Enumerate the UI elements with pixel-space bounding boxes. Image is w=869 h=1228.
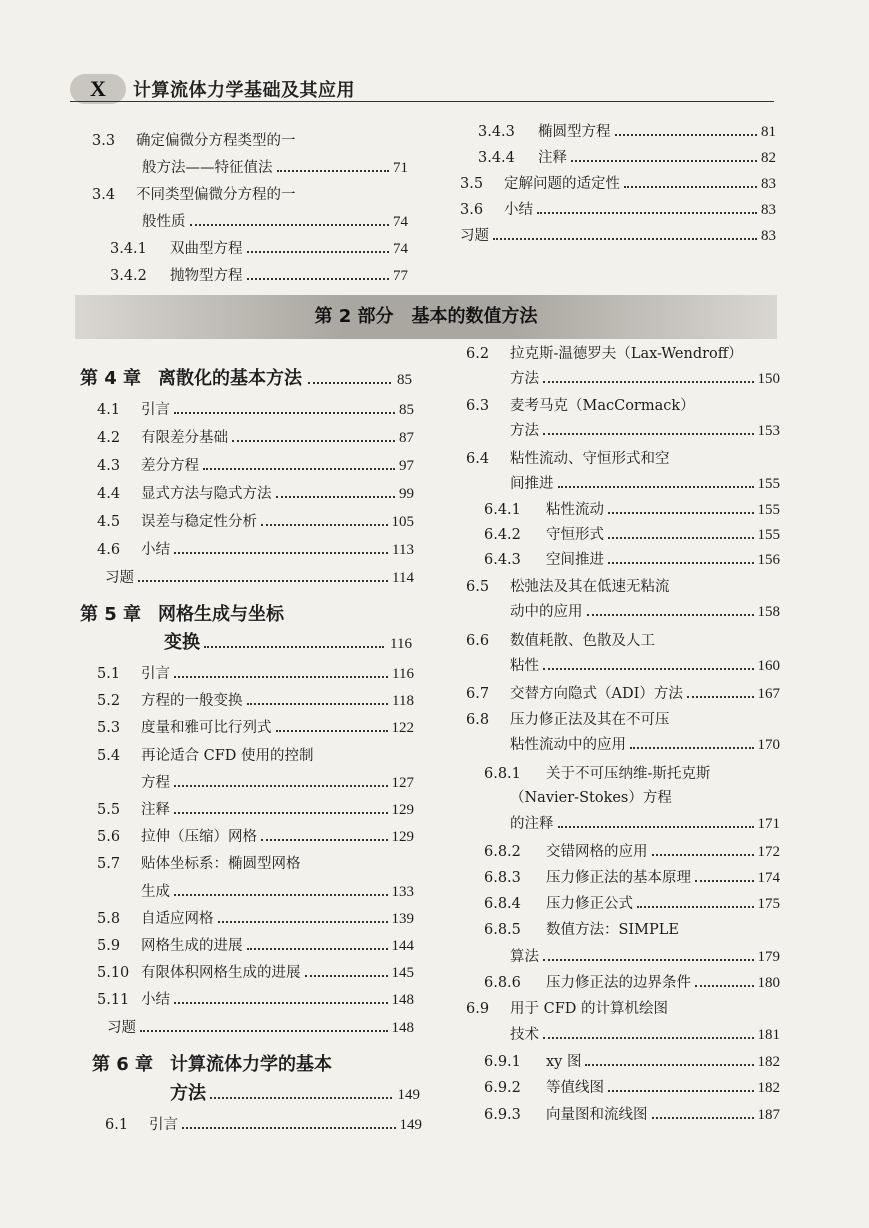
entry-number: 习题 bbox=[107, 1019, 136, 1036]
entry-number: 6.8.5 bbox=[484, 922, 521, 938]
entry-title: 注释 bbox=[538, 150, 567, 166]
leader-dots bbox=[558, 486, 754, 488]
toc-entry[interactable] bbox=[484, 1078, 780, 1098]
toc-entry[interactable] bbox=[97, 990, 414, 1010]
leader-dots bbox=[687, 696, 754, 698]
entry-number: 4.6 bbox=[97, 542, 121, 558]
page-number: 171 bbox=[757, 816, 780, 832]
toc-entry[interactable] bbox=[478, 122, 776, 142]
page-number: 182 bbox=[757, 1054, 780, 1070]
entry-title: 空间推进 bbox=[546, 552, 604, 568]
toc-entry[interactable] bbox=[97, 456, 414, 476]
toc-entry[interactable] bbox=[466, 396, 780, 416]
entry-title: 小结 bbox=[504, 202, 533, 218]
leader-dots bbox=[140, 1030, 388, 1032]
entry-number: 4.3 bbox=[97, 458, 121, 474]
page-number: 87 bbox=[399, 430, 414, 446]
page-number: 105 bbox=[391, 514, 414, 530]
entry-title: 般方法——特征值法 bbox=[142, 160, 273, 176]
entry-title: 方法 bbox=[510, 423, 539, 439]
leader-dots bbox=[232, 440, 395, 442]
page-number: 175 bbox=[757, 896, 780, 912]
page-number: 144 bbox=[391, 938, 414, 954]
entry-title: 不同类型偏微分方程的一 bbox=[136, 187, 296, 203]
entry-title: 抛物型方程 bbox=[170, 268, 243, 284]
entry-number: 3.3 bbox=[92, 133, 116, 149]
page-number: 129 bbox=[391, 829, 414, 846]
chapter-5-heading[interactable] bbox=[80, 600, 412, 626]
entry-title: 技术 bbox=[510, 1027, 539, 1043]
entry-number: 6.4.2 bbox=[484, 527, 521, 543]
entry-number: 6.8.3 bbox=[484, 870, 521, 886]
toc-entry[interactable] bbox=[466, 344, 780, 364]
toc-entry[interactable] bbox=[92, 131, 408, 151]
entry-title: 显式方法与隐式方法 bbox=[141, 486, 272, 502]
toc-entry[interactable] bbox=[466, 421, 780, 441]
chapter-title-cont: 变换 bbox=[164, 632, 200, 653]
part-title: 基本的数值方法 bbox=[411, 306, 538, 327]
leader-dots bbox=[261, 839, 388, 841]
leader-dots bbox=[493, 238, 757, 240]
entry-number: 5.7 bbox=[97, 856, 121, 873]
page-number: 114 bbox=[392, 570, 414, 586]
entry-number: 5.1 bbox=[97, 666, 121, 682]
entry-title: 般性质 bbox=[142, 214, 186, 230]
leader-dots bbox=[204, 646, 384, 648]
header-rule bbox=[70, 101, 774, 102]
toc-entry[interactable] bbox=[466, 1025, 780, 1045]
chapter-6-heading-cont[interactable] bbox=[170, 1079, 420, 1105]
toc-entry[interactable] bbox=[97, 400, 414, 420]
toc-entry[interactable] bbox=[92, 185, 408, 205]
chapter-number: 第 6 章 bbox=[92, 1054, 154, 1075]
page-number: 74 bbox=[393, 241, 408, 257]
toc-entry[interactable] bbox=[97, 854, 414, 874]
toc-entry[interactable] bbox=[92, 212, 408, 232]
entry-title: 自适应网格 bbox=[141, 910, 214, 927]
entry-title: 网格生成的进展 bbox=[141, 938, 243, 954]
entry-title: 小结 bbox=[141, 992, 170, 1009]
entry-number: 3.4.1 bbox=[110, 241, 147, 257]
entry-number: 6.4 bbox=[466, 451, 490, 467]
page-number: 172 bbox=[757, 844, 780, 860]
leader-dots bbox=[543, 381, 754, 383]
leader-dots bbox=[571, 160, 757, 162]
toc-entry[interactable] bbox=[107, 1018, 414, 1038]
leader-dots bbox=[182, 1127, 396, 1129]
toc-entry[interactable] bbox=[484, 525, 780, 545]
entry-title: 压力修正公式 bbox=[546, 896, 633, 912]
page-number: 150 bbox=[757, 371, 780, 387]
page-number: 127 bbox=[391, 774, 414, 791]
toc-entry[interactable] bbox=[466, 999, 780, 1019]
leader-dots bbox=[174, 552, 388, 554]
part-banner bbox=[75, 295, 777, 339]
leader-dots bbox=[652, 854, 754, 856]
toc-entry[interactable] bbox=[466, 602, 780, 622]
entry-number: 5.6 bbox=[97, 829, 121, 846]
chapter-title: 网格生成与坐标 bbox=[158, 604, 284, 625]
leader-dots bbox=[543, 433, 754, 435]
leader-dots bbox=[218, 921, 388, 923]
entry-number: 6.4.3 bbox=[484, 552, 521, 568]
leader-dots bbox=[543, 1037, 754, 1039]
toc-entry[interactable] bbox=[460, 200, 776, 220]
leader-dots bbox=[630, 747, 754, 749]
entry-title: 引言 bbox=[149, 1117, 178, 1133]
leader-dots bbox=[174, 812, 388, 814]
entry-title: 等值线图 bbox=[546, 1080, 604, 1096]
toc-entry[interactable] bbox=[97, 484, 414, 504]
toc-entry[interactable] bbox=[484, 868, 780, 888]
entry-title: 间推进 bbox=[510, 476, 554, 492]
page-number: 85 bbox=[397, 372, 412, 388]
entry-title: 生成 bbox=[141, 883, 170, 900]
entry-number: 习题 bbox=[105, 570, 134, 586]
page-number: 170 bbox=[757, 737, 780, 753]
entry-title: 贴体坐标系：椭圆型网格 bbox=[141, 856, 301, 873]
leader-dots bbox=[247, 948, 388, 950]
entry-number: 6.7 bbox=[466, 686, 490, 702]
page-number: 85 bbox=[399, 402, 414, 418]
entry-title: 粘性 bbox=[510, 658, 539, 674]
chapter-title: 计算流体力学的基本 bbox=[170, 1054, 332, 1075]
leader-dots bbox=[608, 1090, 754, 1092]
entry-title: 拉伸（压缩）网格 bbox=[141, 829, 257, 846]
page-number: 122 bbox=[391, 720, 414, 737]
leader-dots bbox=[308, 382, 391, 384]
leader-dots bbox=[174, 676, 388, 678]
entry-number: 5.5 bbox=[97, 802, 121, 818]
entry-number: 4.5 bbox=[97, 514, 121, 530]
toc-entry[interactable] bbox=[97, 691, 414, 711]
toc-entry[interactable] bbox=[97, 827, 414, 847]
toc-entry[interactable] bbox=[466, 656, 780, 676]
toc-entry[interactable] bbox=[466, 947, 780, 967]
page-number: 174 bbox=[757, 870, 780, 886]
chapter-5-heading-cont[interactable] bbox=[164, 628, 412, 654]
entry-title: 交错网格的应用 bbox=[546, 844, 648, 860]
leader-dots bbox=[261, 524, 388, 526]
page-number: 182 bbox=[757, 1080, 780, 1096]
toc-entry[interactable] bbox=[97, 882, 414, 902]
entry-number: 6.9.2 bbox=[484, 1080, 521, 1096]
toc-entry[interactable] bbox=[97, 664, 414, 684]
leader-dots bbox=[190, 224, 390, 226]
leader-dots bbox=[652, 1117, 754, 1119]
page-number: 180 bbox=[757, 975, 780, 991]
entry-title: 方程 bbox=[141, 774, 170, 791]
entry-title: 有限体积网格生成的进展 bbox=[141, 965, 301, 982]
entry-number: 6.1 bbox=[105, 1117, 129, 1133]
leader-dots bbox=[543, 668, 754, 670]
leader-dots bbox=[277, 170, 390, 172]
entry-title: 压力修正法的边界条件 bbox=[546, 975, 691, 991]
entry-number: 3.4.3 bbox=[478, 124, 515, 140]
toc-entry[interactable] bbox=[466, 710, 780, 730]
entry-title: 确定偏微分方程类型的一 bbox=[136, 133, 296, 149]
toc-entry[interactable] bbox=[105, 568, 414, 588]
leader-dots bbox=[608, 562, 754, 564]
entry-title: 守恒形式 bbox=[546, 527, 604, 543]
page-number: 83 bbox=[761, 202, 776, 218]
leader-dots bbox=[624, 186, 757, 188]
page-number: 156 bbox=[757, 552, 780, 568]
leader-dots bbox=[174, 412, 395, 414]
toc-entry[interactable] bbox=[466, 788, 780, 808]
leader-dots bbox=[138, 580, 388, 582]
entry-title: 的注释 bbox=[510, 816, 554, 832]
page-number: 181 bbox=[757, 1027, 780, 1043]
entry-number: 3.5 bbox=[460, 176, 484, 192]
toc-entry[interactable] bbox=[466, 631, 780, 651]
entry-number: 4.1 bbox=[97, 402, 121, 418]
entry-number: 5.9 bbox=[97, 938, 121, 954]
leader-dots bbox=[247, 703, 389, 705]
toc-entry[interactable] bbox=[478, 148, 776, 168]
toc-entry[interactable] bbox=[466, 814, 780, 834]
page-number: 113 bbox=[392, 542, 414, 558]
entry-number: 3.4 bbox=[92, 187, 116, 203]
page-number: 74 bbox=[393, 214, 408, 230]
toc-entry[interactable] bbox=[105, 1115, 422, 1135]
chapter-title-cont: 方法 bbox=[170, 1083, 206, 1104]
toc-entry[interactable] bbox=[460, 226, 776, 246]
entry-number: 3.4.2 bbox=[110, 268, 147, 284]
page-number: 167 bbox=[757, 686, 780, 702]
toc-entry[interactable] bbox=[484, 920, 780, 940]
entry-title: 关于不可压纳维-斯托克斯 bbox=[546, 766, 711, 782]
book-title: 计算流体力学基础及其应用 bbox=[133, 80, 355, 101]
page-number: 145 bbox=[391, 965, 414, 982]
entry-number: 6.6 bbox=[466, 633, 490, 649]
entry-number: 3.4.4 bbox=[478, 150, 515, 166]
toc-entry[interactable] bbox=[460, 174, 776, 194]
entry-title: 粘性流动、守恒形式和空 bbox=[510, 451, 670, 467]
entry-title: 麦考马克（MacCormack） bbox=[510, 398, 695, 414]
entry-title: 松弛法及其在低速无粘流 bbox=[510, 579, 670, 595]
page-number: 155 bbox=[757, 527, 780, 543]
entry-number: 4.2 bbox=[97, 430, 121, 446]
page-number: 81 bbox=[761, 124, 776, 140]
leader-dots bbox=[203, 468, 395, 470]
page-number: 83 bbox=[761, 176, 776, 192]
entry-title: 引言 bbox=[141, 666, 170, 682]
entry-number: 5.4 bbox=[97, 747, 121, 764]
toc-entry[interactable] bbox=[484, 500, 780, 520]
entry-title: 双曲型方程 bbox=[170, 241, 243, 257]
page-number: 158 bbox=[757, 604, 780, 620]
leader-dots bbox=[276, 730, 388, 732]
toc-entry[interactable] bbox=[466, 735, 780, 755]
leader-dots bbox=[608, 537, 754, 539]
leader-dots bbox=[247, 251, 390, 253]
entry-title: 交替方向隐式（ADI）方法 bbox=[510, 686, 683, 702]
leader-dots bbox=[558, 826, 754, 828]
page-number: 133 bbox=[391, 883, 414, 900]
leader-dots bbox=[695, 880, 754, 882]
leader-dots bbox=[585, 1064, 753, 1066]
leader-dots bbox=[587, 614, 754, 616]
entry-number: 6.9.3 bbox=[484, 1107, 521, 1123]
entry-title: 再论适合 CFD 使用的控制 bbox=[141, 747, 314, 764]
entry-title: 拉克斯-温德罗夫（Lax-Wendroff） bbox=[510, 346, 743, 362]
entry-number: 5.2 bbox=[97, 693, 121, 710]
leader-dots bbox=[174, 1002, 388, 1004]
entry-number: 6.5 bbox=[466, 579, 490, 595]
toc-entry[interactable] bbox=[110, 239, 408, 259]
entry-title: 压力修正法及其在不可压 bbox=[510, 712, 670, 728]
toc-entry[interactable] bbox=[97, 746, 414, 766]
toc-entry[interactable] bbox=[97, 428, 414, 448]
entry-number: 6.8.6 bbox=[484, 975, 521, 991]
entry-number: 习题 bbox=[460, 228, 489, 244]
entry-title: 方法 bbox=[510, 371, 539, 387]
leader-dots bbox=[537, 212, 757, 214]
toc-entry[interactable] bbox=[97, 963, 414, 983]
toc-entry[interactable] bbox=[97, 718, 414, 738]
entry-number: 6.3 bbox=[466, 398, 490, 414]
entry-title: 粘性流动中的应用 bbox=[510, 737, 626, 753]
entry-number: 5.3 bbox=[97, 720, 121, 737]
toc-entry[interactable] bbox=[97, 512, 414, 532]
leader-dots bbox=[276, 496, 396, 498]
leader-dots bbox=[543, 959, 754, 961]
page-number: 139 bbox=[391, 910, 414, 927]
toc-entry[interactable] bbox=[466, 684, 780, 704]
page-number: 155 bbox=[757, 502, 780, 518]
toc-entry[interactable] bbox=[484, 842, 780, 862]
entry-title: xy 图 bbox=[546, 1054, 582, 1070]
leader-dots bbox=[305, 975, 388, 977]
page-number: 77 bbox=[393, 268, 408, 284]
part-number: 第 2 部分 bbox=[314, 306, 394, 327]
page-number: 99 bbox=[399, 486, 414, 502]
leader-dots bbox=[608, 512, 754, 514]
page-number: 153 bbox=[757, 423, 780, 439]
page-number: 155 bbox=[757, 476, 780, 492]
chapter-title: 离散化的基本方法 bbox=[158, 368, 302, 389]
page-number: 179 bbox=[757, 949, 780, 965]
entry-number: 6.4.1 bbox=[484, 502, 521, 518]
page-number: 148 bbox=[391, 992, 414, 1009]
entry-title: 椭圆型方程 bbox=[538, 124, 611, 140]
entry-number: 5.10 bbox=[97, 965, 130, 982]
entry-title: （Navier-Stokes）方程 bbox=[510, 790, 672, 806]
toc-entry[interactable] bbox=[466, 369, 780, 389]
toc-entry[interactable] bbox=[97, 773, 414, 793]
page-number: 118 bbox=[392, 693, 414, 710]
leader-dots bbox=[174, 785, 388, 787]
leader-dots bbox=[695, 985, 754, 987]
entry-title: 压力修正法的基本原理 bbox=[546, 870, 691, 886]
entry-title: 注释 bbox=[141, 802, 170, 818]
page-number: 148 bbox=[391, 1019, 414, 1036]
entry-title: 数值耗散、色散及人工 bbox=[510, 633, 655, 649]
toc-entry[interactable] bbox=[466, 577, 780, 597]
leader-dots bbox=[210, 1097, 392, 1099]
toc-entry[interactable] bbox=[484, 550, 780, 570]
entry-title: 用于 CFD 的计算机绘图 bbox=[510, 1001, 668, 1017]
entry-title: 误差与稳定性分析 bbox=[141, 514, 257, 530]
toc-entry[interactable] bbox=[484, 894, 780, 914]
entry-title: 定解问题的适定性 bbox=[504, 176, 620, 192]
entry-number: 6.8 bbox=[466, 712, 490, 728]
chapter-6-heading[interactable] bbox=[92, 1050, 420, 1076]
leader-dots bbox=[637, 906, 754, 908]
leader-dots bbox=[247, 278, 390, 280]
entry-number: 6.2 bbox=[466, 346, 490, 362]
page-number: 187 bbox=[757, 1107, 780, 1123]
page-number: 82 bbox=[761, 150, 776, 166]
page-number: 116 bbox=[390, 636, 412, 652]
toc-entry[interactable] bbox=[97, 800, 414, 820]
toc-entry[interactable] bbox=[466, 449, 780, 469]
entry-title: 差分方程 bbox=[141, 458, 199, 474]
entry-number: 5.8 bbox=[97, 910, 121, 927]
toc-entry[interactable] bbox=[484, 764, 780, 784]
page-number: 160 bbox=[757, 658, 780, 674]
chapter-4-heading[interactable] bbox=[80, 364, 412, 390]
entry-number: 6.8.4 bbox=[484, 896, 521, 912]
entry-number: 6.8.1 bbox=[484, 766, 521, 782]
page-number: 116 bbox=[392, 666, 414, 682]
entry-number: 6.8.2 bbox=[484, 844, 521, 860]
entry-title: 度量和雅可比行列式 bbox=[141, 720, 272, 737]
entry-number: 6.9 bbox=[466, 1001, 490, 1017]
entry-title: 算法 bbox=[510, 949, 539, 965]
toc-entry[interactable] bbox=[97, 909, 414, 929]
page-label-badge: X bbox=[70, 74, 126, 104]
page-number: 83 bbox=[761, 228, 776, 244]
toc-entry[interactable] bbox=[97, 540, 414, 560]
entry-title: 小结 bbox=[141, 542, 170, 558]
entry-number: 3.6 bbox=[460, 202, 484, 218]
toc-entry[interactable] bbox=[484, 1105, 780, 1125]
toc-entry[interactable] bbox=[484, 1052, 780, 1072]
entry-title: 方程的一般变换 bbox=[141, 693, 243, 710]
page-number: 129 bbox=[391, 802, 414, 818]
toc-entry[interactable] bbox=[92, 158, 408, 178]
page-number: 97 bbox=[399, 458, 414, 474]
entry-title: 动中的应用 bbox=[510, 604, 583, 620]
toc-entry[interactable] bbox=[97, 936, 414, 956]
page-number: 71 bbox=[393, 160, 408, 176]
toc-entry[interactable] bbox=[484, 973, 780, 993]
leader-dots bbox=[174, 894, 388, 896]
entry-title: 粘性流动 bbox=[546, 502, 604, 518]
page-number: 149 bbox=[399, 1117, 422, 1133]
leader-dots bbox=[615, 134, 758, 136]
chapter-number: 第 5 章 bbox=[80, 604, 142, 625]
toc-entry[interactable] bbox=[466, 474, 780, 494]
chapter-number: 第 4 章 bbox=[80, 368, 142, 389]
entry-title: 引言 bbox=[141, 402, 170, 418]
entry-title: 数值方法：SIMPLE bbox=[546, 922, 679, 938]
toc-entry[interactable] bbox=[110, 266, 408, 286]
page-number: 149 bbox=[397, 1087, 420, 1103]
entry-number: 6.9.1 bbox=[484, 1054, 521, 1070]
entry-number: 5.11 bbox=[97, 992, 130, 1009]
entry-number: 4.4 bbox=[97, 486, 121, 502]
entry-title: 有限差分基础 bbox=[141, 430, 228, 446]
entry-title: 向量图和流线图 bbox=[546, 1107, 648, 1123]
